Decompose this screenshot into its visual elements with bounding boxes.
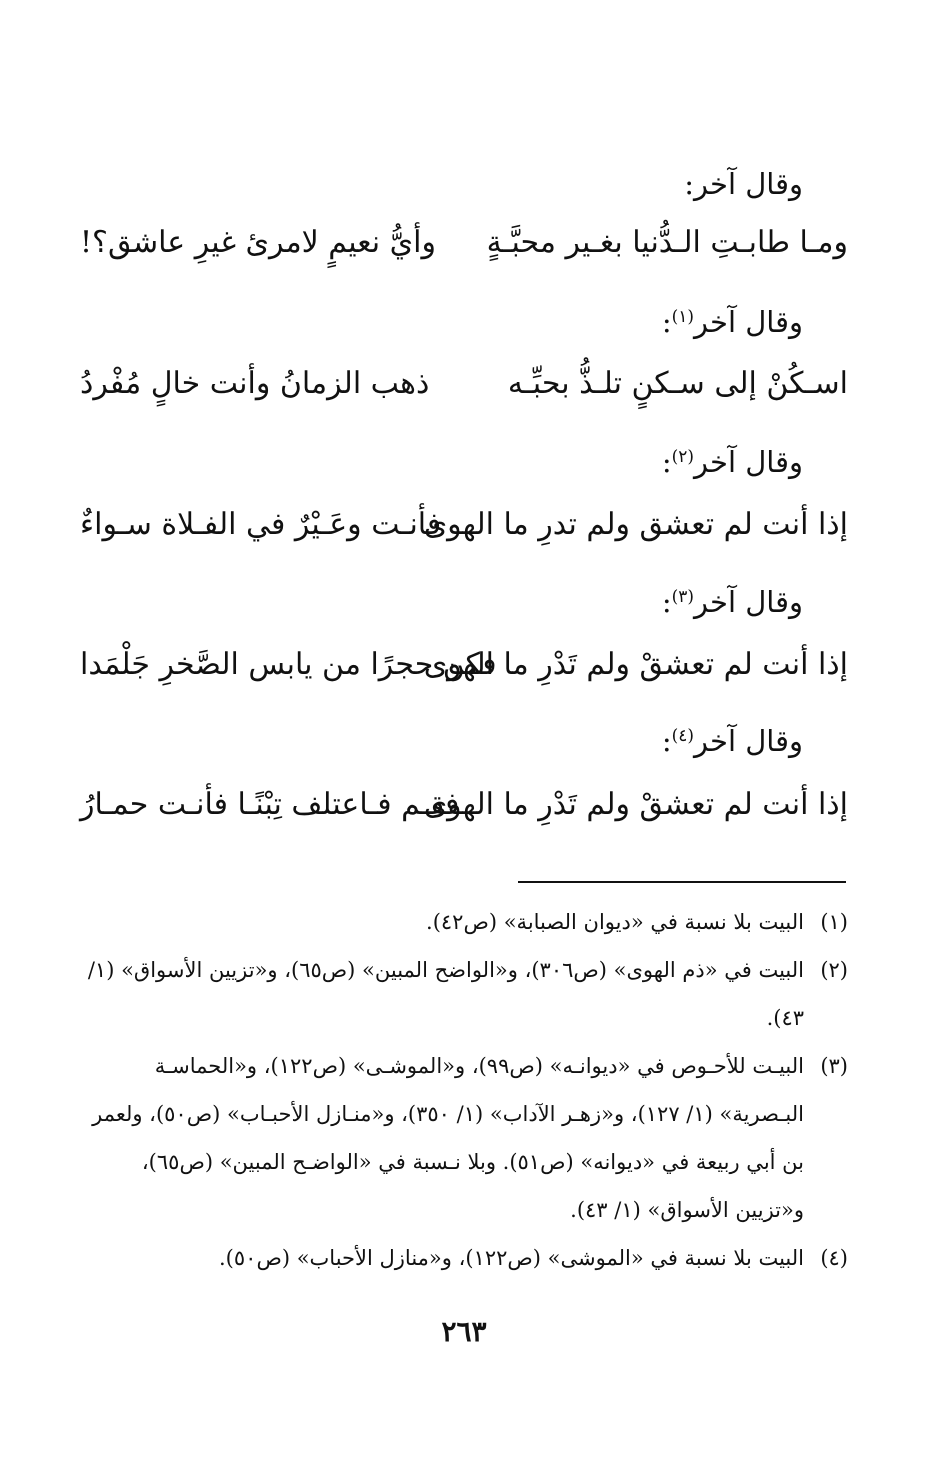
footnote-text: البيـت للأحـوص في «ديوانـه» (ص٩٩)، و«الموشـى» (ص١٢٢)، و«الحماسـة البـصرية» (١/ ١٢٧)، و«زهـر الآداب» (١/ ٣٥٠)، و«منـازل الأحبـاب» (ص٥٠)، ولعمر بن أبي ربيعة في «ديوانه» (ص٥١). وبلا نـسبة في «الواضـح المبين» (ص٦٥)، و«تزيين الأسواق» (١/ ٤٣). <box>92 1054 804 1222</box>
verse-first-hemistich: إذا أنت لم تعشقْ ولم تَدْرِ ما الهوى <box>423 787 848 822</box>
verse-first-hemistich: ومـا طابـتِ الـدُّنيا بغـير محبَّـةٍ <box>486 225 848 260</box>
verse-line <box>80 647 848 693</box>
footnote-number: (٤) <box>820 1246 848 1270</box>
footnote-text: البيت بلا نسبة في «الموشى» (ص١٢٢)، و«منازل الأحباب» (ص٥٠). <box>219 1246 804 1270</box>
poem-intro: وقال آخر$^{(١)}$: <box>661 305 803 339</box>
footnote-number: (٢) <box>820 958 848 982</box>
footnote-item <box>72 898 848 946</box>
verse-second-hemistich: وأيُّ نعيمٍ لامرئ غيرِ عاشق؟! <box>80 225 436 260</box>
footnote-reference: (٢) <box>671 447 695 467</box>
page-number: ٢٦٣ <box>441 1315 487 1348</box>
footnote-text: البيت في «ذم الهوى» (ص٣٠٦)، و«الواضح المبين» (ص٦٥)، و«تزيين الأسواق» (١/ ٤٣). <box>87 958 804 1030</box>
verse-line <box>80 366 848 412</box>
intro-text: وقال آخر <box>694 305 803 339</box>
footnote-reference: (٣) <box>671 587 695 607</box>
verse-line <box>80 225 848 271</box>
verse-first-hemistich: إذا أنت لم تعشقْ ولم تَدْرِ ما الهوى <box>423 647 848 682</box>
intro-text: وقال آخر <box>694 724 803 758</box>
verse-line <box>80 507 848 553</box>
verse-second-hemistich: فكن حجرًا من يابس الصَّخرِ جَلْمَدا <box>80 647 497 682</box>
footnotes <box>72 898 848 1282</box>
footnote-number: (٣) <box>820 1054 848 1078</box>
poem-intro: وقال آخر$^{(٣)}$: <box>661 585 803 619</box>
footnote-item <box>72 1042 848 1234</box>
verse-first-hemistich: اسـكُنْ إلى سـكنٍ تلـذُّ بحبِّـه <box>507 366 848 401</box>
verse-line <box>80 787 848 833</box>
footnote-item <box>72 1234 848 1282</box>
footnote-number: (١) <box>820 910 848 934</box>
footnote-reference: (١) <box>671 307 695 327</box>
intro-text: وقال آخر: <box>684 167 803 201</box>
verse-second-hemistich: فقـم فـاعتلف تِبْنًـا فأنـت حمـارُ <box>80 787 460 822</box>
poem-intro: وقال آخر$^{(٢)}$: <box>661 445 803 479</box>
footnote-separator <box>518 881 846 883</box>
poem-intro: وقال آخر$^{(٤)}$: <box>661 724 803 758</box>
footnote-text: البيت بلا نسبة في «ديوان الصبابة» (ص٤٢). <box>426 910 804 934</box>
intro-text: وقال آخر <box>694 585 803 619</box>
verse-first-hemistich: إذا أنت لم تعشق ولم تدرِ ما الهوى <box>423 507 848 542</box>
poem-intro <box>684 167 803 201</box>
intro-text: وقال آخر <box>694 445 803 479</box>
verse-second-hemistich: فأنـت وعَـيْرٌ في الفـلاة سـواءٌ <box>80 507 442 542</box>
footnote-item <box>72 946 848 1042</box>
footnote-reference: (٤) <box>671 726 695 746</box>
verse-second-hemistich: ذهب الزمانُ وأنت خالٍ مُفْردُ <box>80 366 430 401</box>
